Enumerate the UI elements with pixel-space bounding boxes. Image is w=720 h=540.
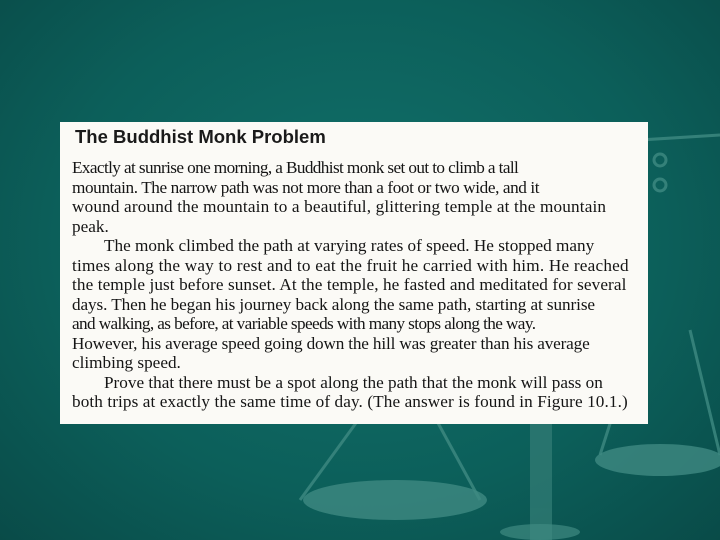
text-line: climbing speed. bbox=[72, 353, 181, 372]
text-line: peak. bbox=[72, 216, 109, 236]
problem-title: The Buddhist Monk Problem bbox=[75, 126, 326, 147]
text-line: days. Then he began his journey back along the same path, starting at sunrise bbox=[72, 294, 595, 314]
problem-body bbox=[72, 158, 629, 412]
text-line: However, his average speed going down the hill was greater than his average bbox=[72, 333, 590, 353]
text-line: the temple just before sunset. At the temple, he fasted and meditated for several bbox=[72, 275, 627, 294]
text-line: Exactly at sunrise one morning, a Buddhist monk set out to climb a tall bbox=[72, 158, 519, 177]
text-line: The monk climbed the path at varying rates of speed. He stopped many bbox=[104, 236, 595, 255]
text-line: mountain. The narrow path was not more than a foot or two wide, and it bbox=[72, 177, 540, 197]
text-line: Prove that there must be a spot along the path that the monk will pass on bbox=[104, 372, 603, 392]
text-line: and walking, as before, at variable speeds with many stops along the way. bbox=[72, 314, 536, 333]
text-line: both trips at exactly the same time of day. (The answer is found in Figure 10.1.) bbox=[72, 392, 628, 411]
text-line: wound around the mountain to a beautiful, glittering temple at the mountain bbox=[72, 197, 607, 216]
problem-text-card bbox=[60, 122, 648, 424]
text-line: times along the way to rest and to eat the fruit he carried with him. He reached bbox=[72, 255, 629, 275]
